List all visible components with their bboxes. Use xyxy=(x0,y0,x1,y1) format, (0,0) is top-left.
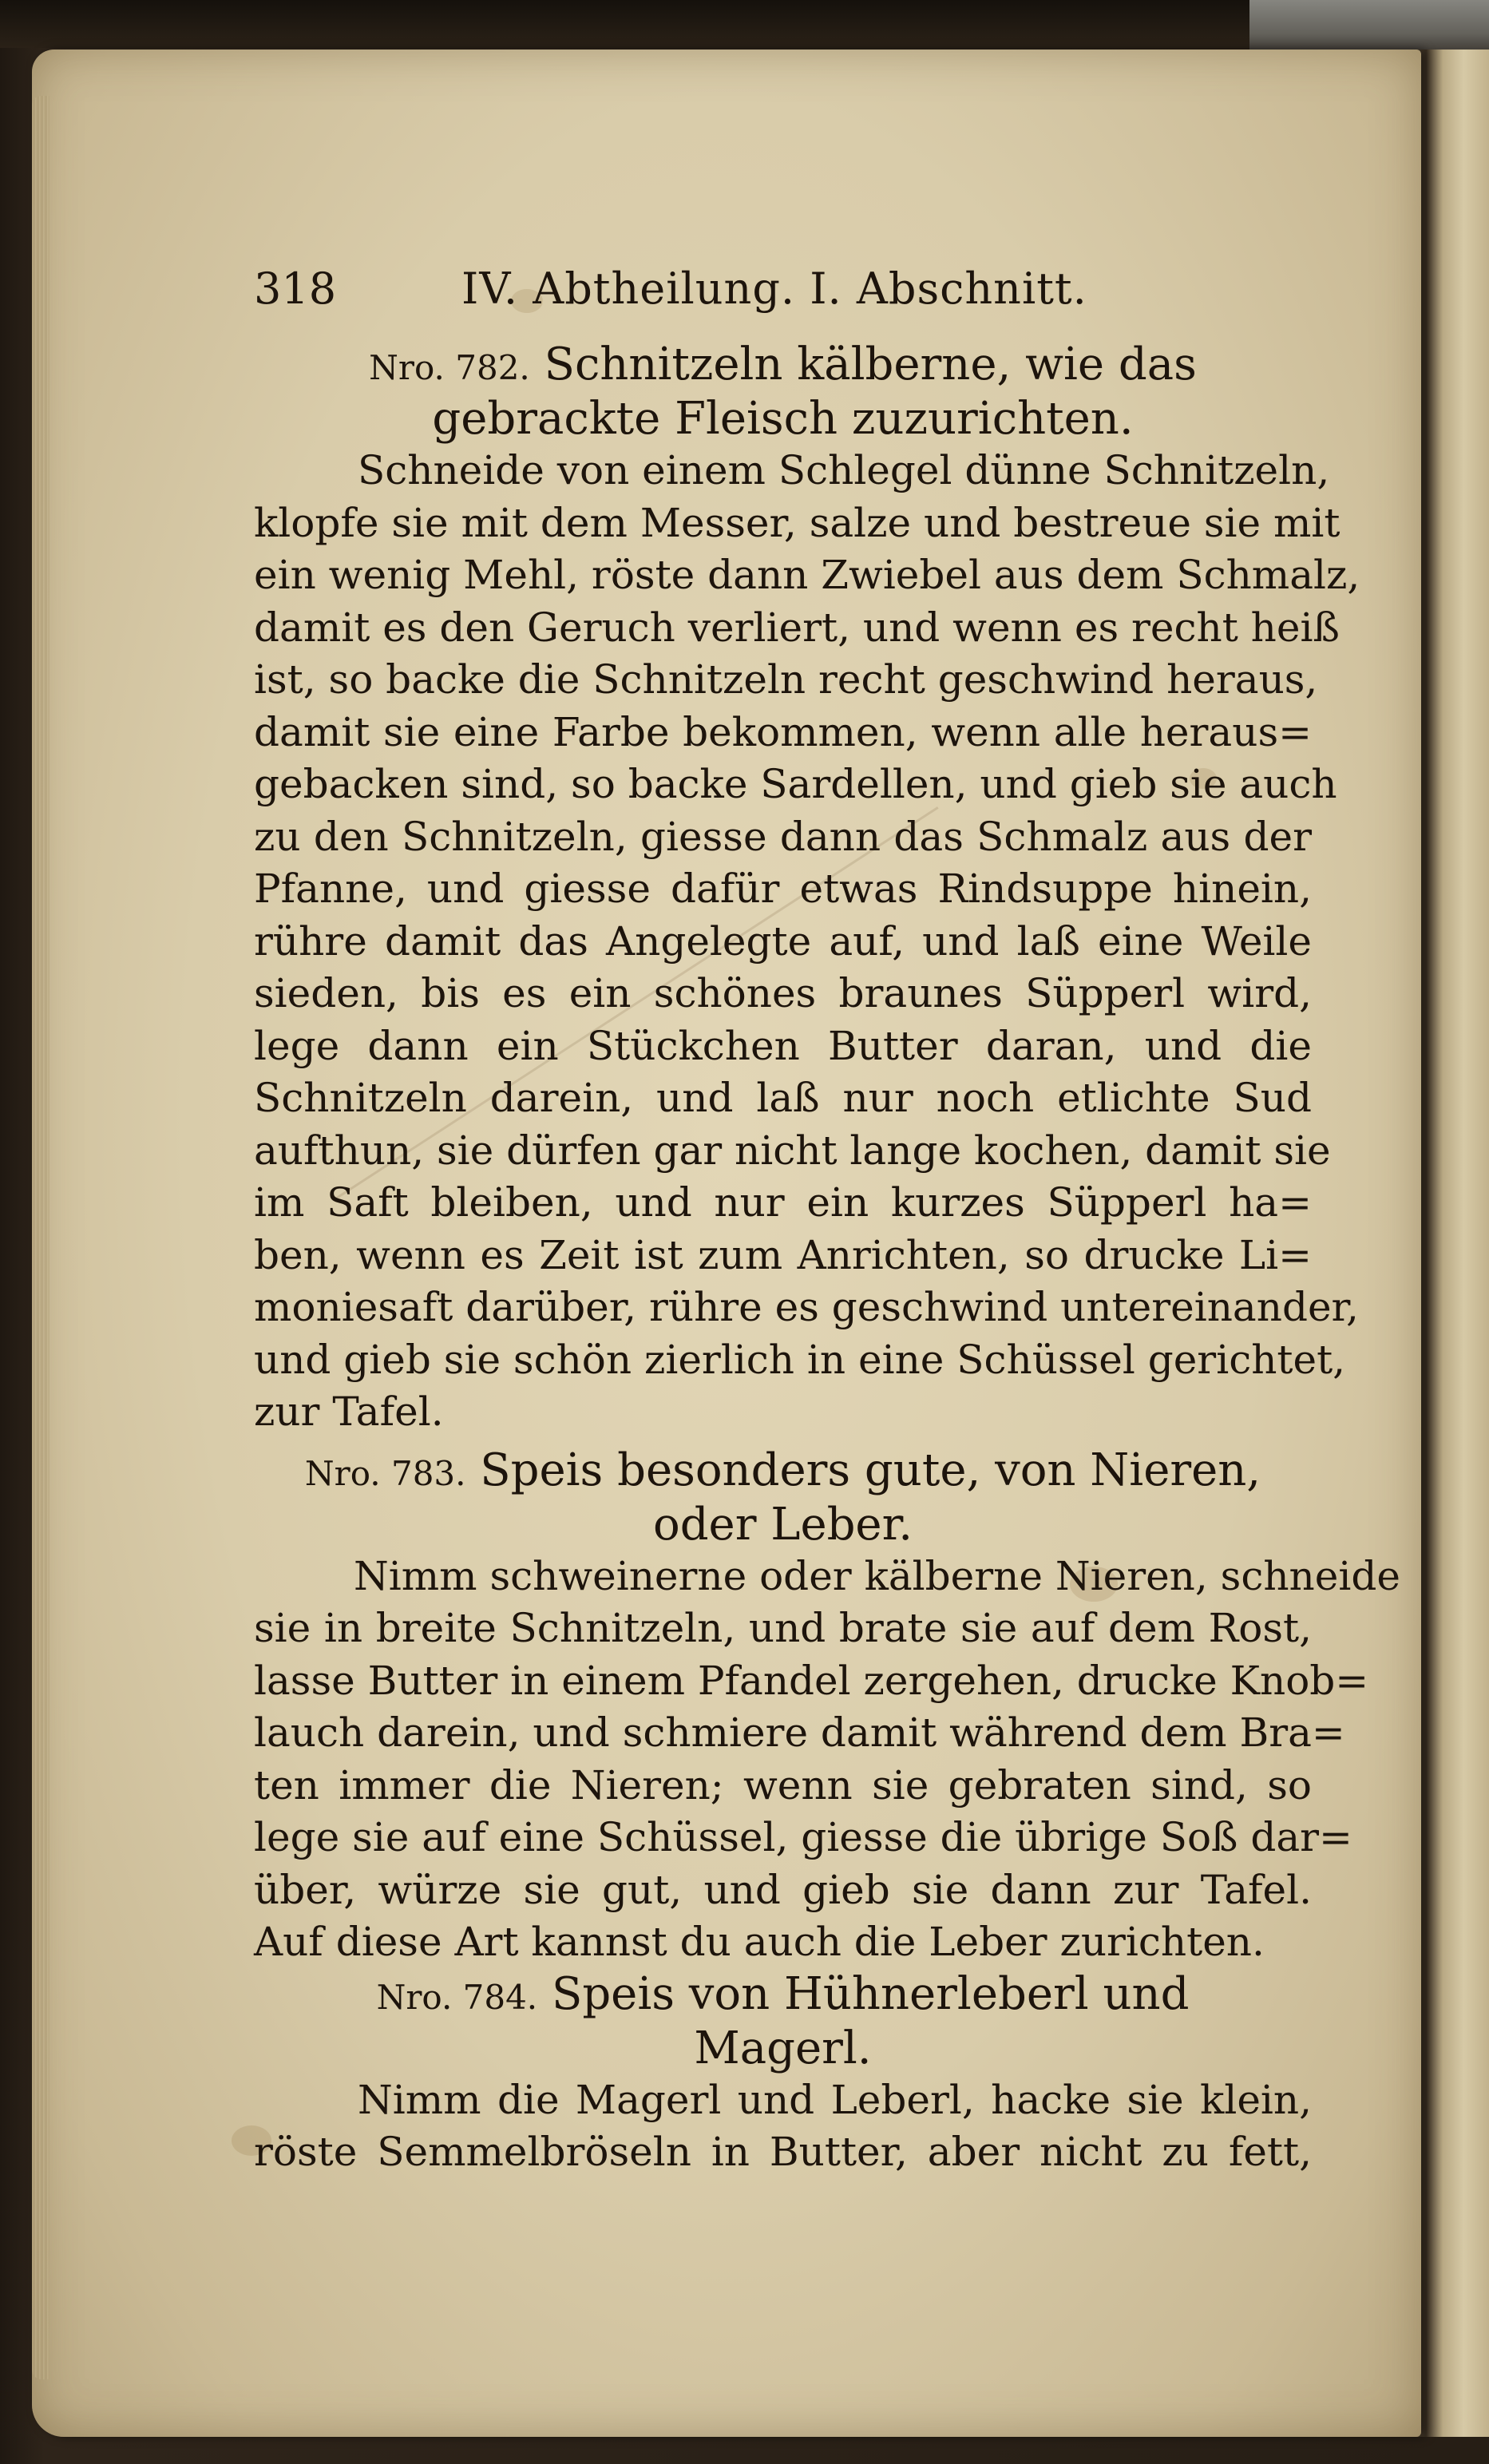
recipe-number: Nro. 784. xyxy=(376,1977,538,2017)
recipe-title xyxy=(254,1445,1312,1551)
text-line: lege sie auf eine Schüssel, giesse die übrige Soß dar= xyxy=(254,1814,1352,1860)
recipe-783 xyxy=(254,1444,1400,1969)
text-line: Schnitzeln darein, und laß nur noch etlichte Sud xyxy=(254,1075,1312,1121)
text-line: Pfanne, und giesse dafür etwas Rindsuppe hinein, xyxy=(254,866,1312,912)
text-line: lauch darein, und schmiere damit während dem Bra= xyxy=(254,1709,1345,1756)
recipe-title-line: Nro. 782. Schnitzeln kälberne, wie das xyxy=(369,339,1197,390)
text-line: über, würze sie gut, und gieb sie dann zur Tafel. xyxy=(254,1866,1312,1913)
text-line: moniesaft darüber, rühre es geschwind untereinander, xyxy=(254,1284,1359,1330)
recipe-title xyxy=(254,339,1312,445)
text-line: Nimm schweinerne oder kälberne Nieren, schneide xyxy=(354,1552,1400,1599)
recipe-title-line: Magerl. xyxy=(694,2022,872,2074)
binding-strip xyxy=(1249,0,1489,56)
text-line: im Saft bleiben, und nur ein kurzes Süpperl ha= xyxy=(254,1179,1312,1226)
text-line: aufthun, sie dürfen gar nicht lange kochen, damit sie xyxy=(254,1127,1331,1174)
text-line: lasse Butter in einem Pfandel zergehen, drucke Knob= xyxy=(254,1657,1369,1704)
text-line: sie in breite Schnitzeln, und brate sie auf dem Rost, xyxy=(254,1605,1312,1651)
running-head: IV. Abtheilung. I. Abschnitt. xyxy=(461,263,1087,314)
text-line: lege dann ein Stückchen Butter daran, und die xyxy=(254,1022,1312,1069)
recipe-text xyxy=(254,2074,1312,2179)
text-line: ben, wenn es Zeit ist zum Anrichten, so drucke Li= xyxy=(254,1231,1312,1278)
text-line: sieden, bis es ein schönes braunes Süpperl wird, xyxy=(254,970,1312,1016)
text-line: rühre damit das Angelegte auf, und laß eine Weile xyxy=(254,917,1312,965)
text-line: ten immer die Nieren; wenn sie gebraten sind, so xyxy=(254,1761,1312,1808)
text-line: zur Tafel. xyxy=(254,1388,444,1435)
page-number: 318 xyxy=(254,263,337,314)
page-edges xyxy=(32,96,50,2379)
text-line: Schneide von einem Schlegel dünne Schnitzeln, xyxy=(358,447,1330,493)
text-line: zu den Schnitzeln, giesse dann das Schmalz aus der xyxy=(254,813,1312,860)
text-line: ein wenig Mehl, röste dann Zwiebel aus dem Schmalz, xyxy=(254,552,1360,598)
recipe-title-line: oder Leber. xyxy=(652,1498,913,1551)
recipe-title xyxy=(254,1969,1312,2074)
text-line: Auf diese Art kannst du auch die Leber zurichten. xyxy=(254,1919,1265,1965)
text-line: röste Semmelbröseln in Butter, aber nicht zu fett, xyxy=(254,2129,1312,2175)
recipe-782 xyxy=(254,339,1360,1439)
recipe-784 xyxy=(254,1969,1312,2179)
recipe-number: Nro. 782. xyxy=(369,348,530,387)
running-header xyxy=(254,263,1312,339)
text-line: und gieb sie schön zierlich in eine Schüssel gerichtet, xyxy=(254,1336,1346,1383)
text-line: gebacken sind, so backe Sardellen, und gieb sie auch xyxy=(254,761,1337,807)
recipe-number: Nro. 783. xyxy=(304,1453,466,1493)
text-line: ist, so backe die Schnitzeln recht geschwind heraus, xyxy=(254,656,1318,703)
text-line: Nimm die Magerl und Leberl, hacke sie klein, xyxy=(358,2076,1312,2123)
text-line: klopfe sie mit dem Messer, salze und bestreue sie mit xyxy=(254,499,1340,546)
recipe-title-line: Nro. 784. Speis von Hühnerleberl und xyxy=(376,1967,1190,2020)
recipe-title-line: gebrackte Fleisch zuzurichten. xyxy=(432,393,1134,445)
recipe-text xyxy=(254,445,1360,1439)
recipe-text xyxy=(254,1551,1400,1969)
text-line: damit sie eine Farbe bekommen, wenn alle heraus= xyxy=(254,708,1312,755)
text-line: damit es den Geruch verliert, und wenn es recht heiß xyxy=(254,604,1340,651)
page-text xyxy=(254,263,1400,2179)
recipe-title-line: Nro. 783. Speis besonders gute, von Nieren, xyxy=(304,1444,1261,1496)
